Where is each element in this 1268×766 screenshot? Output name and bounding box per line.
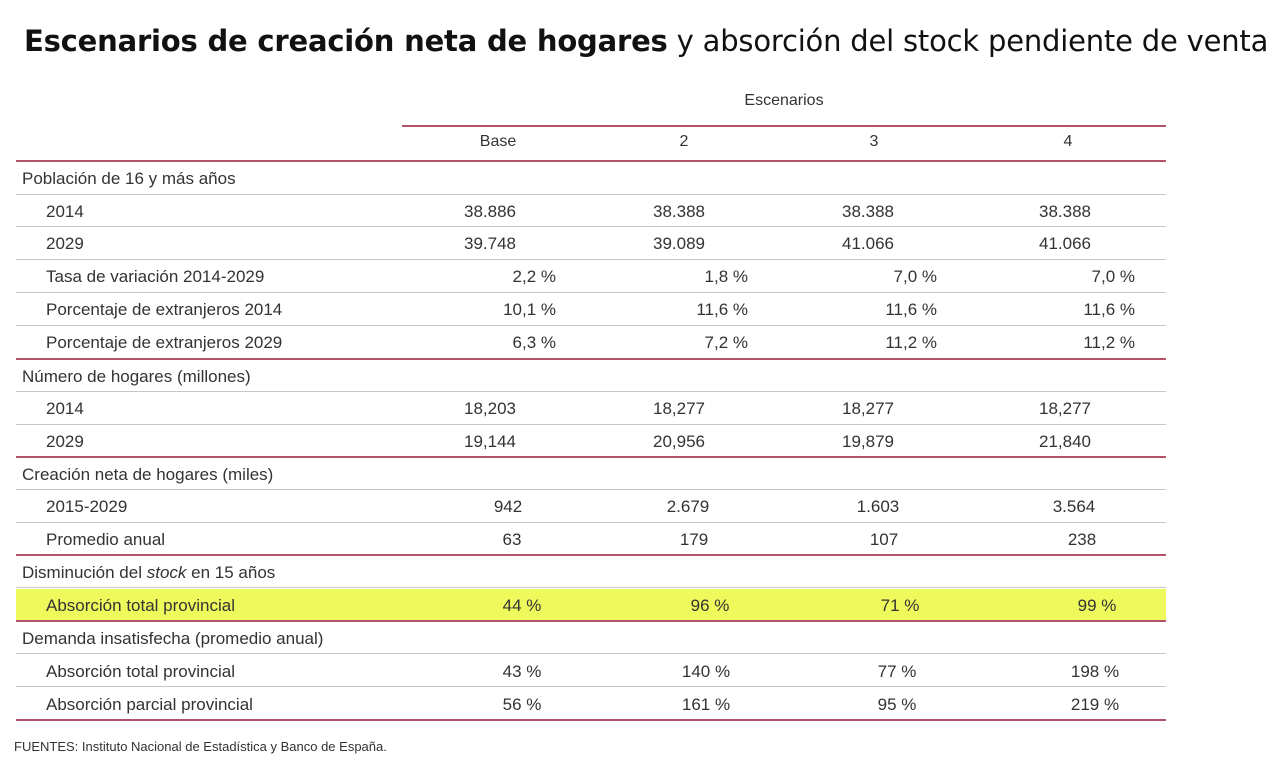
cell: 38.388	[1039, 202, 1091, 221]
table-row	[0, 326, 1200, 359]
cell: 179	[679, 530, 709, 549]
header-2: 2	[679, 133, 689, 150]
header-rule	[402, 125, 1166, 127]
cell: 11,6 %	[885, 300, 937, 319]
row-label: Tasa de variación 2014-2029	[46, 267, 265, 286]
cell: 3.564	[1052, 497, 1096, 516]
cell: 11,6 %	[696, 300, 748, 319]
section-label: Número de hogares (millones)	[22, 367, 251, 386]
row-label: Absorción parcial provincial	[46, 695, 253, 714]
cell: 39.748	[464, 234, 516, 253]
cell: 77 %	[877, 662, 917, 681]
cell: 18,203	[464, 399, 516, 418]
table-row	[0, 227, 1200, 260]
cell: 18,277	[842, 399, 894, 418]
cell: 942	[493, 497, 523, 516]
cell: 39.089	[653, 234, 705, 253]
table-row	[0, 260, 1200, 293]
cell: 11,2 %	[885, 333, 937, 352]
cell: 10,1 %	[503, 300, 556, 319]
cell: 21,840	[1039, 432, 1091, 451]
cell: 2.679	[666, 497, 710, 516]
cell: 140 %	[681, 662, 731, 681]
section-label: Población de 16 y más años	[22, 169, 236, 188]
section-row	[0, 458, 1200, 491]
section-label-pre: Disminución del	[22, 563, 142, 582]
cell: 161 %	[681, 695, 731, 714]
table-row	[0, 688, 1200, 721]
cell: 43 %	[502, 662, 542, 681]
row-label: 2015-2029	[46, 497, 128, 516]
row-label: Porcentaje de extranjeros 2014	[46, 300, 283, 319]
cell: 7,0 %	[1091, 267, 1135, 286]
title-bold: Escenarios de creación neta de hogares	[24, 24, 668, 58]
cell: 56 %	[502, 695, 542, 714]
section-row	[0, 556, 1200, 589]
section-label: Creación neta de hogares (miles)	[22, 465, 274, 484]
header-3: 3	[869, 133, 879, 150]
section-label: Demanda insatisfecha (promedio anual)	[22, 629, 324, 648]
row-label: Absorción total provincial	[46, 596, 235, 615]
cell: 1,8 %	[704, 267, 748, 286]
cell: 95 %	[877, 695, 917, 714]
header-base: Base	[479, 133, 517, 150]
header-4: 4	[1063, 133, 1073, 150]
row-label: 2014	[46, 399, 84, 418]
cell: 63	[502, 530, 522, 549]
section-row	[0, 622, 1200, 655]
scenarios-label: Escenarios	[744, 92, 824, 109]
cell: 38.388	[842, 202, 894, 221]
title-normal: y absorción del stock pendiente de venta	[676, 24, 1268, 58]
cell: 6,3 %	[512, 333, 556, 352]
cell: 41.066	[842, 234, 894, 253]
table-row	[0, 655, 1200, 688]
cell: 198 %	[1070, 662, 1120, 681]
cell: 18,277	[1039, 399, 1091, 418]
section-row	[0, 360, 1200, 393]
cell: 107	[869, 530, 899, 549]
page-title	[24, 24, 1268, 58]
table-row	[0, 523, 1200, 556]
section-label	[22, 563, 275, 583]
cell: 44 %	[502, 596, 542, 615]
cell: 19,144	[464, 432, 516, 451]
row-label: 2029	[46, 432, 84, 451]
row-label: Porcentaje de extranjeros 2029	[46, 333, 283, 352]
source-note: FUENTES: Instituto Nacional de Estadística y Banco de España.	[14, 739, 387, 754]
section-label-post: en 15 años	[191, 563, 276, 582]
cell: 38.886	[464, 202, 516, 221]
table-row	[0, 293, 1200, 326]
table-row	[0, 425, 1200, 458]
row-label: Promedio anual	[46, 530, 166, 549]
cell: 20,956	[653, 432, 705, 451]
cell: 219 %	[1070, 695, 1120, 714]
cell: 41.066	[1039, 234, 1091, 253]
cell: 11,6 %	[1083, 300, 1135, 319]
cell: 38.388	[653, 202, 705, 221]
cell: 7,2 %	[704, 333, 748, 352]
cell: 1.603	[856, 497, 900, 516]
cell: 99 %	[1077, 596, 1117, 615]
section-row	[0, 162, 1200, 195]
row-label: Absorción total provincial	[46, 662, 235, 681]
cell: 7,0 %	[893, 267, 937, 286]
cell: 19,879	[842, 432, 894, 451]
section-label-italic: stock	[146, 563, 187, 582]
table-row-highlighted	[0, 589, 1200, 622]
cell: 2,2 %	[512, 267, 556, 286]
cell: 238	[1067, 530, 1097, 549]
table-row	[0, 490, 1200, 523]
cell: 18,277	[653, 399, 705, 418]
table-row	[0, 195, 1200, 228]
row-label: 2014	[46, 202, 84, 221]
table-row	[0, 392, 1200, 425]
cell: 96 %	[690, 596, 730, 615]
cell: 11,2 %	[1083, 333, 1135, 352]
cell: 71 %	[880, 596, 920, 615]
row-label: 2029	[46, 234, 84, 253]
